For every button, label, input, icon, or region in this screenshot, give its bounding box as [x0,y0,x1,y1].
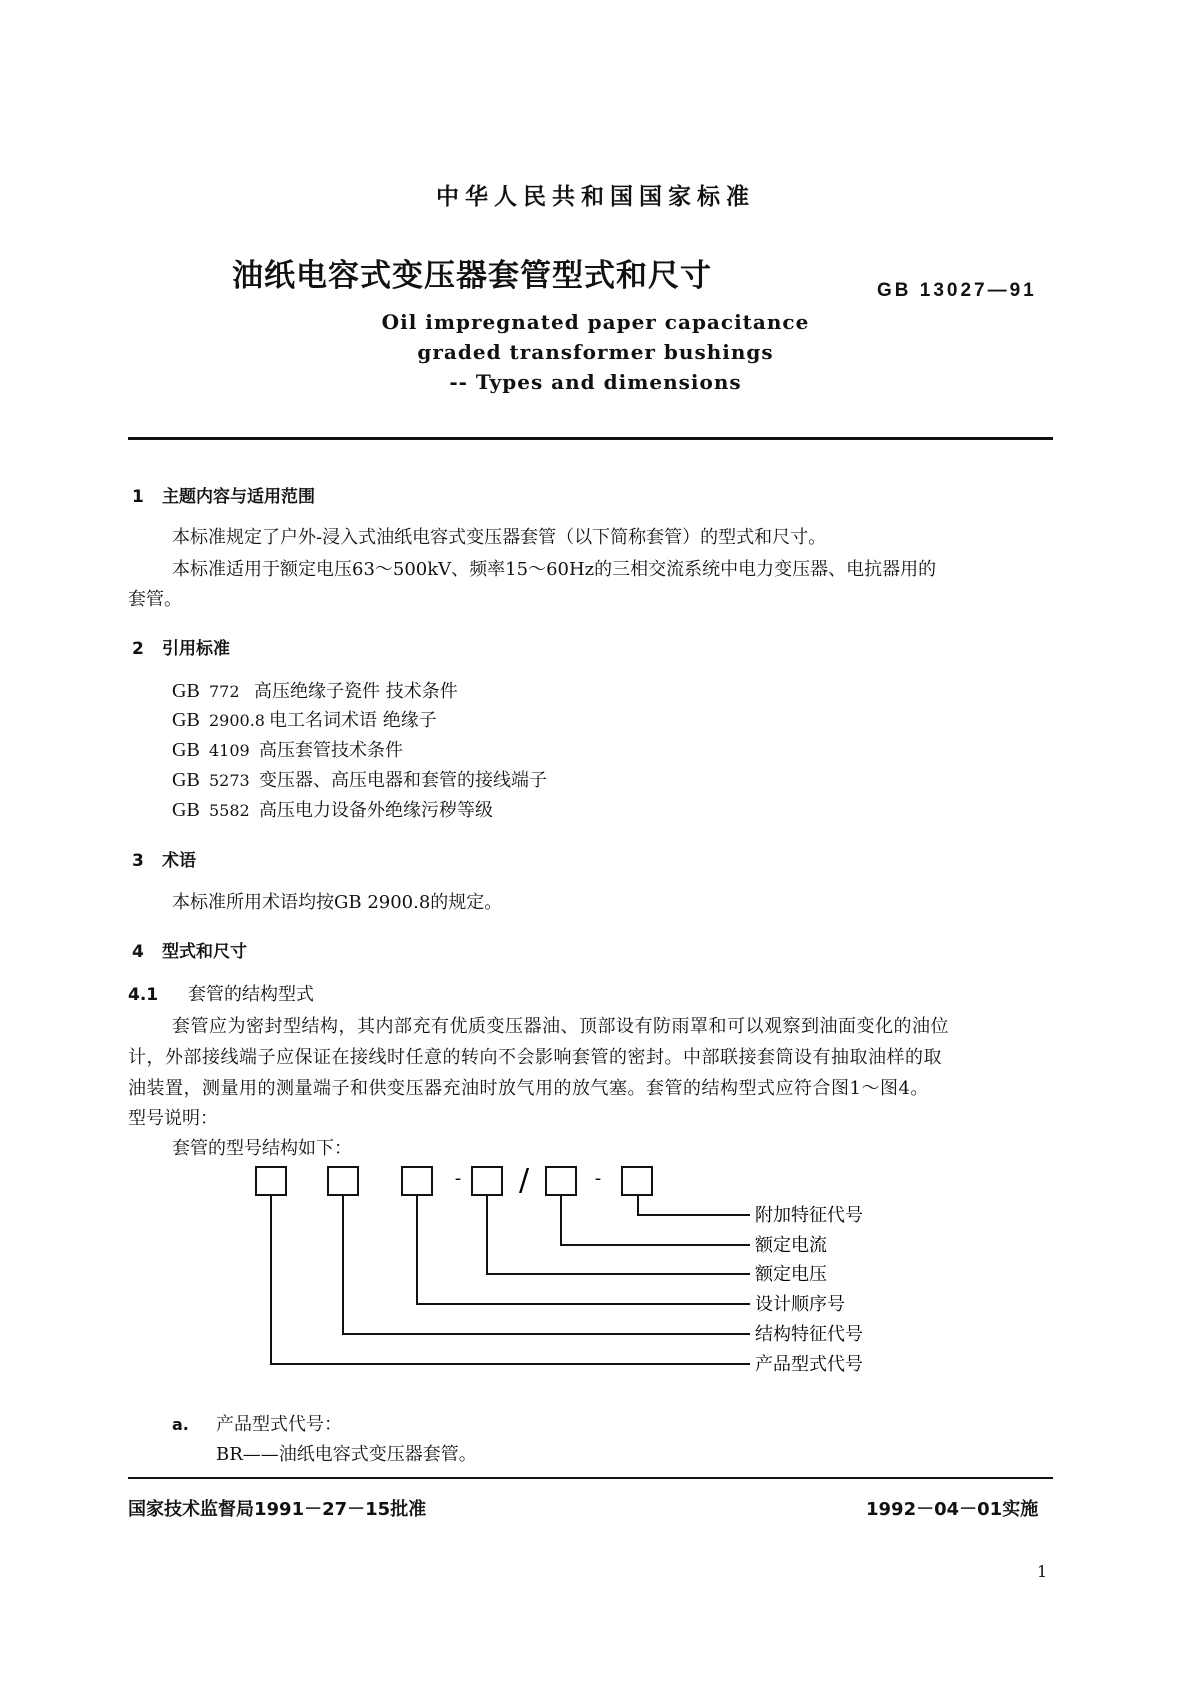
reference-gb: GB [172,739,200,761]
item-a [172,1410,342,1436]
separator-dash: - [454,1168,462,1189]
item-a-text: BR——油纸电容式变压器套管。 [216,1444,477,1465]
section-3-number: 3 [132,851,144,871]
page-number: 1 [1037,1562,1048,1581]
section-1-number: 1 [132,487,144,507]
model-structure-svg [230,1160,930,1400]
section-3-heading [132,846,196,871]
connector-line [417,1195,750,1304]
reference-number: 4109 [209,741,250,760]
section-4-title: 型式和尺寸 [162,942,247,962]
reference-gb: GB [172,799,200,821]
subsection-4-1-title: 套管的结构型式 [188,984,314,1005]
diagram-label-design-sequence: 设计顺序号 [755,1294,845,1315]
diagram-label-rated-current: 额定电流 [755,1235,827,1256]
item-a-label: a. [172,1415,189,1434]
diagram-label-structure-feature: 结构特征代号 [755,1324,863,1345]
effective-date: 1992－04－01实施 [866,1499,1039,1520]
section-4-heading [132,937,247,962]
reference-item [172,736,403,762]
reference-number: 5273 [209,771,250,790]
connector-line [638,1195,750,1215]
reference-gb: GB [172,680,200,702]
reference-number: 5582 [209,801,250,820]
connector-line [487,1195,750,1274]
section-4-paragraph-line1: 套管应为密封型结构，其内部充有优质变压器油、顶部设有防雨罩和可以观察到油面变化的油位 [172,1016,949,1037]
section-1-heading [132,482,315,507]
section-2-title: 引用标准 [162,639,230,659]
code-box-3 [402,1167,432,1195]
model-structure-intro: 套管的型号结构如下： [172,1138,352,1159]
section-1-paragraph-2: 本标准适用于额定电压63～500kV、频率15～60Hz的三相交流系统中电力变压器、电抗器用的 [172,559,937,580]
model-structure-diagram [230,1160,930,1400]
reference-item [172,706,437,732]
section-4-paragraph-line4: 型号说明： [128,1108,218,1129]
reference-gb: GB [172,709,200,731]
reference-item [172,796,493,822]
connector-line [561,1195,750,1245]
approval-date: 国家技术监督局1991－27－15批准 [128,1499,427,1520]
reference-number: 2900.8 [209,711,265,730]
code-box-6 [622,1167,652,1195]
diagram-label-rated-voltage: 额定电压 [755,1264,827,1285]
reference-title: 高压绝缘子瓷件 技术条件 [254,681,458,702]
item-a-title: 产品型式代号： [216,1414,342,1435]
subsection-4-1-heading [128,980,314,1006]
reference-title: 电工名词术语 绝缘子 [269,710,437,731]
reference-title: 变压器、高压电器和套管的接线端子 [259,770,547,791]
document-title-en-line1: Oil impregnated paper capacitance [381,310,810,334]
code-box-2 [328,1167,358,1195]
reference-number: 772 [209,682,240,701]
subsection-4-1-number: 4.1 [128,985,159,1005]
reference-title: 高压套管技术条件 [259,740,403,761]
document-title-en-line2: graded transformer bushings [417,340,774,364]
document-title-en-line3: -- Types and dimensions [449,370,742,394]
reference-item [172,766,547,792]
section-1-paragraph-1: 本标准规定了户外-浸入式油纸电容式变压器套管（以下简称套管）的型式和尺寸。 [172,527,827,548]
diagram-label-product-type: 产品型式代号 [755,1354,863,1375]
section-3-paragraph: 本标准所用术语均按GB 2900.8的规定。 [172,892,503,913]
section-2-heading [132,634,230,659]
section-4-paragraph-line2: 计，外部接线端子应保证在接线时任意的转向不会影响套管的密封。中部联接套筒设有抽取油样的取 [128,1047,942,1068]
section-1-paragraph-2-cont: 套管。 [128,589,182,610]
national-standard-heading: 中华人民共和国国家标准 [436,183,755,210]
section-3-title: 术语 [162,851,196,871]
code-box-5 [546,1167,576,1195]
section-1-title: 主题内容与适用范围 [162,487,315,507]
reference-title: 高压电力设备外绝缘污秽等级 [259,800,493,821]
header-divider [128,437,1053,440]
reference-gb: GB [172,769,200,791]
section-4-number: 4 [132,942,144,962]
document-title-cn: 油纸电容式变压器套管型式和尺寸 [232,258,712,294]
separator-slash: / [518,1163,530,1198]
reference-item [172,677,458,703]
standard-number: GB 13027—91 [877,280,1037,301]
section-4-paragraph-line3: 油装置，测量用的测量端子和供变压器充油时放气用的放气塞。套管的结构型式应符合图1～图4。 [128,1078,929,1099]
footer-divider [128,1477,1053,1479]
code-box-4 [472,1167,502,1195]
diagram-label-additional-feature: 附加特征代号 [755,1205,863,1226]
section-2-number: 2 [132,639,144,659]
code-box-1 [256,1167,286,1195]
separator-dash: - [594,1168,602,1189]
